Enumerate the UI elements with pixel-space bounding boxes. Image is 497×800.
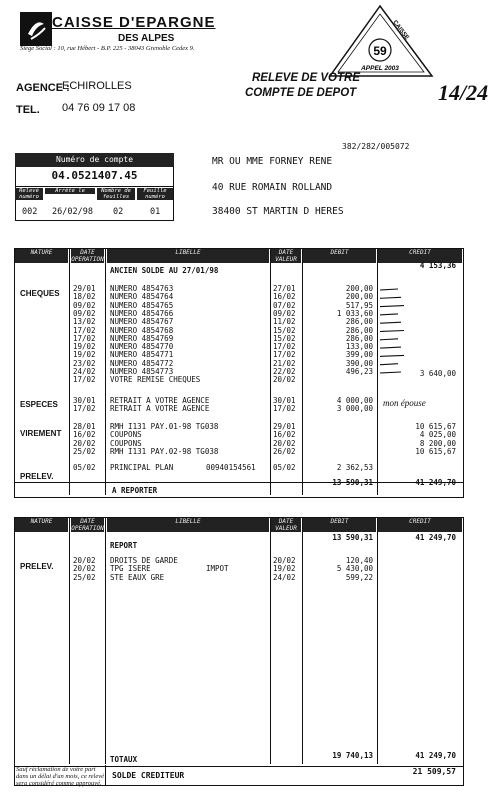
th2-nature: NATURE — [15, 518, 68, 532]
client-street: 40 RUE ROMAIN ROLLAND — [212, 182, 333, 193]
row-debit: 2 362,53 — [336, 463, 373, 472]
carry-debit: 13 590,31 — [332, 478, 373, 487]
row-label: NUMERO 4854763 — [110, 284, 174, 293]
row-date-valeur: 26/02 — [273, 446, 296, 456]
row-credit: 4 025,00 — [419, 430, 456, 440]
row-date-valeur: 17/02 — [273, 350, 296, 360]
row-date-valeur: 24/02 — [273, 572, 296, 582]
divider — [270, 518, 271, 764]
cat-virement: VIREMENT — [20, 429, 62, 438]
statement-table-2 — [14, 517, 464, 767]
stamp-number: 59 — [373, 44, 387, 58]
acct-sub-h3: Nombre de feuilles — [97, 188, 135, 200]
row-date-valeur: 29/01 — [273, 422, 296, 431]
totals-credit: 41 249,70 — [415, 751, 456, 760]
row-label: DROITS DE GARDE — [110, 556, 178, 565]
row-date-op: 20/02 — [73, 438, 96, 448]
divider — [302, 518, 303, 764]
row-date-valeur: 19/02 — [273, 564, 296, 574]
row-date-valeur: 20/02 — [273, 556, 296, 565]
divider — [377, 518, 378, 764]
statement-reference: 382/282/005072 — [342, 142, 410, 151]
cat-especes: ESPECES — [20, 400, 58, 409]
bank-region: DES ALPES — [118, 33, 175, 44]
row-debit: 286,00 — [345, 325, 373, 335]
th1-debit: DEBIT — [303, 249, 376, 263]
row-date-op: 20/02 — [73, 556, 96, 565]
cat-cheques: CHEQUES — [20, 289, 60, 298]
handwritten-page-number: 14/24 — [438, 80, 489, 105]
divider — [69, 249, 70, 495]
acct-feuille: 01 — [150, 207, 161, 217]
row-label: RMH I131 PAY.02-98 TG038 — [110, 446, 219, 456]
row-date-valeur: 16/02 — [273, 292, 296, 302]
row-debit: 399,00 — [345, 350, 373, 360]
row-debit: 517,95 — [345, 300, 373, 310]
th2-libelle: LIBELLE — [107, 518, 269, 532]
row-debit: 3 000,00 — [336, 404, 373, 414]
report-label: REPORT — [110, 541, 138, 550]
row-label: RMH I131 PAY.01-98 TG038 — [110, 422, 219, 431]
row-credit: 8 200,00 — [419, 438, 456, 448]
row-label: NUMERO 4854769 — [110, 333, 174, 343]
acct-sub-h2: Arrêté le — [45, 188, 95, 194]
acct-sub-h1: Relevé numéro — [15, 188, 43, 200]
row-debit: 4 000,00 — [336, 396, 373, 405]
row-date-valeur: 22/02 — [273, 367, 296, 376]
row-date-op: 17/02 — [73, 375, 96, 385]
row-credit: 10 615,67 — [415, 422, 456, 431]
divider — [105, 249, 106, 495]
th2-credit: CREDIT — [378, 518, 462, 532]
row-label: TPG ISERE — [110, 564, 151, 574]
row-debit: 599,22 — [345, 572, 373, 582]
row-date-op: 25/02 — [73, 446, 96, 456]
carry-label: A REPORTER — [112, 486, 158, 495]
row-debit: 286,00 — [345, 333, 373, 343]
handwritten-note: mon épouse — [383, 398, 426, 408]
row-date-op: 05/02 — [73, 463, 96, 472]
agency-label: AGENCE : — [16, 82, 70, 94]
row-date-valeur: 20/02 — [273, 438, 296, 448]
th1-credit: CREDIT — [378, 249, 462, 263]
totals-label: TOTAUX — [110, 755, 138, 764]
divider — [105, 765, 106, 786]
opening-balance-credit: 4 153,36 — [419, 261, 456, 270]
row-date-valeur: 17/02 — [273, 404, 296, 414]
row-date-valeur: 27/01 — [273, 284, 296, 293]
row-date-op: 25/02 — [73, 572, 96, 582]
row-date-op: 30/01 — [73, 396, 96, 405]
divider — [377, 249, 378, 495]
row-date-op: 17/02 — [73, 404, 96, 414]
th2-date-op: DATE OPERATION — [71, 518, 104, 532]
row-label: NUMERO 4854765 — [110, 300, 174, 310]
balance-credit: 21 509,57 — [412, 767, 456, 776]
row-label: PRINCIPAL PLAN — [110, 463, 174, 472]
row-debit: 133,00 — [345, 342, 373, 352]
acct-releve: 002 — [22, 207, 38, 217]
report-debit: 13 590,31 — [332, 533, 373, 542]
cat-prelev: PRELEV. — [20, 472, 54, 481]
bank-address: Siège Social : 10, rue Hébert - B.P. 225 - 38043 Grenoble Cedex 9. — [20, 45, 195, 52]
th1-date-op: DATE OPERATION — [71, 249, 104, 263]
row-label: COUPONS — [110, 430, 142, 440]
row-label: RETRAIT A VOTRE AGENCE — [110, 404, 210, 414]
bank-name: CAISSE D'EPARGNE — [52, 14, 216, 31]
row-date-op: 09/02 — [73, 300, 96, 310]
row-label: NUMERO 4854764 — [110, 292, 174, 302]
row-date-valeur: 05/02 — [273, 463, 296, 472]
acct-sub-h4: Feuille numéro — [137, 188, 173, 200]
row-date-valeur: 15/02 — [273, 333, 296, 343]
row-credit: 3 640,00 — [419, 369, 456, 379]
report-credit: 41 249,70 — [415, 533, 456, 542]
row-date-valeur: 09/02 — [273, 308, 296, 318]
stamp-bottom: APPEL 2003 — [361, 65, 399, 72]
row-debit: 496,23 — [345, 367, 373, 376]
stamp-top: CAISSE — [391, 19, 410, 42]
statement-title-1: RELEVE DE VOTRE — [252, 72, 360, 84]
cat-prelev-2: PRELEV. — [20, 562, 54, 571]
row-date-op: 23/02 — [73, 358, 96, 368]
row-debit: 5 430,00 — [336, 564, 373, 574]
account-header: Numéro de compte — [15, 153, 174, 167]
row-date-op: 17/02 — [73, 325, 96, 335]
row-date-op: 28/01 — [73, 422, 96, 431]
totals-debit: 19 740,13 — [332, 751, 373, 760]
th2-debit: DEBIT — [303, 518, 376, 532]
row-date-op: 18/02 — [73, 292, 96, 302]
client-city: 38400 ST MARTIN D HERES — [212, 206, 344, 217]
row-debit: 200,00 — [345, 284, 373, 293]
row-date-valeur: 11/02 — [273, 317, 296, 327]
row-date-op: 19/02 — [73, 342, 96, 352]
row-date-op: 20/02 — [73, 564, 96, 574]
th1-nature: NATURE — [15, 249, 68, 263]
row-date-valeur: 30/01 — [273, 396, 296, 405]
statement-title-2: COMPTE DE DEPOT — [245, 87, 357, 99]
row-date-valeur: 16/02 — [273, 430, 296, 440]
tel-label: TEL. — [16, 104, 40, 116]
row-date-valeur: 15/02 — [273, 325, 296, 335]
row-date-op: 16/02 — [73, 430, 96, 440]
balance-label: SOLDE CREDITEUR — [112, 771, 185, 780]
row-date-op: 09/02 — [73, 308, 96, 318]
row-label: RETRAIT A VOTRE AGENCE — [110, 396, 210, 405]
row-debit: 200,00 — [345, 292, 373, 302]
row-date-op: 13/02 — [73, 317, 96, 327]
acct-nb-feuilles: 02 — [113, 207, 124, 217]
row-debit: 120,40 — [345, 556, 373, 565]
opening-balance-label: ANCIEN SOLDE AU 27/01/98 — [110, 266, 219, 275]
row-date-op: 19/02 — [73, 350, 96, 360]
row-label: STE EAUX GRE — [110, 572, 165, 582]
divider — [105, 518, 106, 764]
row-date-op: 29/01 — [73, 284, 96, 293]
carry-credit: 41 249,70 — [415, 478, 456, 487]
row-extra: IMPOT — [206, 564, 229, 574]
row-date-valeur: 07/02 — [273, 300, 296, 310]
row-credit: 10 615,67 — [415, 446, 456, 456]
row-date-op: 24/02 — [73, 367, 96, 376]
row-date-valeur: 17/02 — [273, 342, 296, 352]
acct-arrete: 26/02/98 — [52, 207, 93, 217]
row-label: NUMERO 4854768 — [110, 325, 174, 335]
row-debit: 390,00 — [345, 358, 373, 368]
th1-date-valeur: DATE VALEUR — [271, 249, 301, 263]
row-label: NUMERO 4854773 — [110, 367, 174, 376]
row-extra: 00940154561 — [206, 463, 256, 472]
tel-value: 04 76 09 17 08 — [62, 102, 136, 114]
client-name: MR OU MME FORNEY RENE — [212, 156, 333, 167]
row-label: NUMERO 4854767 — [110, 317, 174, 327]
row-date-valeur: 20/02 — [273, 375, 296, 385]
row-label: NUMERO 4854772 — [110, 358, 174, 368]
row-date-op: 17/02 — [73, 333, 96, 343]
row-label: VOTRE REMISE CHEQUES — [110, 375, 201, 385]
agency-value: ECHIROLLES — [62, 80, 132, 92]
row-label: NUMERO 4854766 — [110, 308, 174, 318]
row-label: NUMERO 4854771 — [110, 350, 174, 360]
row-debit: 286,00 — [345, 317, 373, 327]
divider — [270, 249, 271, 495]
row-date-valeur: 21/02 — [273, 358, 296, 368]
row-label: COUPONS — [110, 438, 142, 448]
row-debit: 1 033,60 — [336, 308, 373, 318]
divider — [69, 518, 70, 764]
th2-date-valeur: DATE VALEUR — [271, 518, 301, 532]
account-number: 04.0521407.45 — [51, 169, 138, 182]
row-label: NUMERO 4854770 — [110, 342, 174, 352]
th1-libelle: LIBELLE — [107, 249, 269, 263]
footnote: Sauf réclamation de votre part dans un délai d'un mois, ce relevé sera considéré comme approuvé. — [16, 766, 104, 787]
